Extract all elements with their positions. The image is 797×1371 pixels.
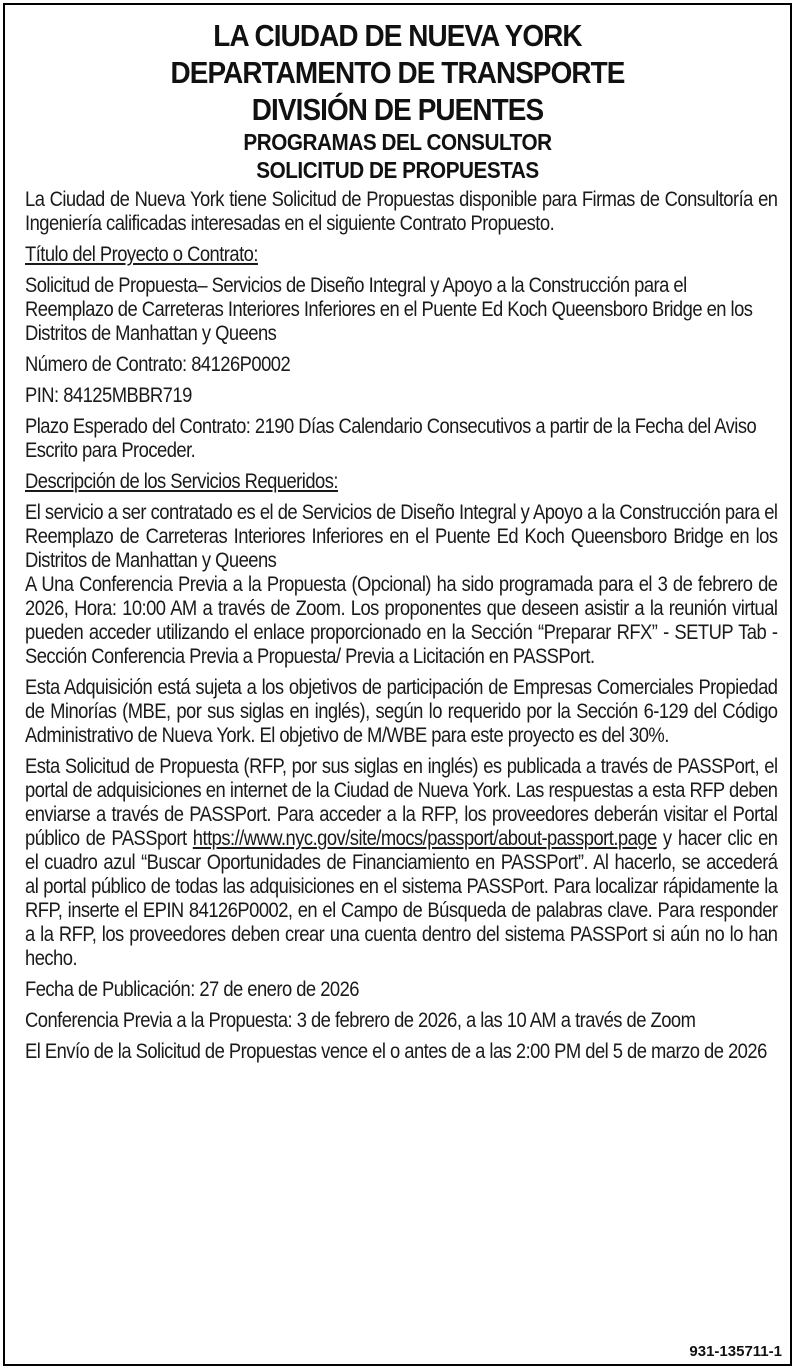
title-heading: Título del Proyecto o Contrato: [25,243,258,266]
header-city: LA CIUDAD DE NUEVA YORK [213,18,582,53]
passport-text-after: y hacer clic en el cuadro azul “Buscar Oportunidades de Financiamiento en PASSPort”. Al hacerlo, se accederá al portal público de todas las adquisiciones en el sistema PASSPort. Para localizar rápidamente la RFP, inserte el EPIN 84126P0002, en el Campo de Búsqueda de palabras clave. Para responder a la RFP, los proveedores deben crear una cuenta dentro del sistema PASSPort si aún no lo han hecho. [25,827,778,970]
services-paragraph: El servicio a ser contratado es el de Servicios de Diseño Integral y Apoyo a la Construcción para el Reemplazo de Carreteras Interiores Inferiores en el Puente Ed Koch Queensboro Bridge en los Distritos de Manhattan y Queens [25,501,778,572]
contract-term: Plazo Esperado del Contrato: 2190 Días Calendario Consecutivos a partir de la Fecha del Aviso Escrito para Proceder. [25,415,757,462]
header-request: SOLICITUD DE PROPUESTAS [256,157,539,183]
pin-number: PIN: 84125MBBR719 [25,384,192,407]
title-paragraph: Solicitud de Propuesta– Servicios de Diseño Integral y Apoyo a la Construcción para el Reemplazo de Carreteras Interiores Inferiores en el Puente Ed Koch Queensboro Bridge en los Distritos de Manhattan y Queens [25,274,753,345]
mwbe-paragraph: Esta Adquisición está sujeta a los objetivos de participación de Empresas Comerciales Propiedad de Minorías (MBE, por sus siglas en inglés), según lo requerido por la Sección 6-129 del Código Administrativo de Nueva York. El objetivo de M/WBE para este proyecto es del 30%. [25,676,778,747]
notice-header [25,17,770,184]
submission-deadline: El Envío de la Solicitud de Propuestas vence el o antes de a las 2:00 PM del 5 de marzo de 2026 [25,1040,767,1063]
passport-link[interactable]: https://www.nyc.gov/site/mocs/passport/about-passport.page [192,827,657,850]
conference-paragraph: A Una Conferencia Previa a la Propuesta (Opcional) ha sido programada para el 3 de febrero de 2026, Hora: 10:00 AM a través de Zoom. Los proponentes que deseen asistir a la reunión virtual pueden acceder utilizando el enlace proporcionado en la Sección “Preparar RFX” - SETUP Tab - Sección Conferencia Previa a Propuesta/ Previa a Licitación en PASSPort. [25,573,778,668]
contract-number: Número de Contrato: 84126P0002 [25,353,291,376]
pre-proposal-conference: Conferencia Previa a la Propuesta: 3 de febrero de 2026, a las 10 AM a través de Zoom [25,1009,696,1032]
notice-body [25,188,778,1064]
passport-text-before: Esta Solicitud de Propuesta (RFP, por sus siglas en inglés) es publicada a través de PASSPort, el portal de adquisiciones en internet de la Ciudad de Nueva York. Las respuestas a esta RFP deben enviarse a través de PASSPort. Para acceder a la RFP, los proveedores deberán visitar el Portal público de PASSport [25,755,778,850]
services-heading: Descripción de los Servicios Requeridos: [25,470,338,493]
publication-date: Fecha de Publicación: 27 de enero de 2026 [25,978,359,1001]
header-department: DEPARTAMENTO DE TRANSPORTE [170,55,625,90]
ad-code: 931-135711-1 [689,1343,782,1360]
header-division: DIVISIÓN DE PUENTES [251,92,544,127]
legal-notice [3,3,792,1366]
header-program: PROGRAMAS DEL CONSULTOR [243,129,552,155]
passport-paragraph [25,755,778,971]
intro-paragraph: La Ciudad de Nueva York tiene Solicitud de Propuestas disponible para Firmas de Consultoría en Ingeniería calificadas interesadas en el siguiente Contrato Propuesto. [25,188,778,235]
